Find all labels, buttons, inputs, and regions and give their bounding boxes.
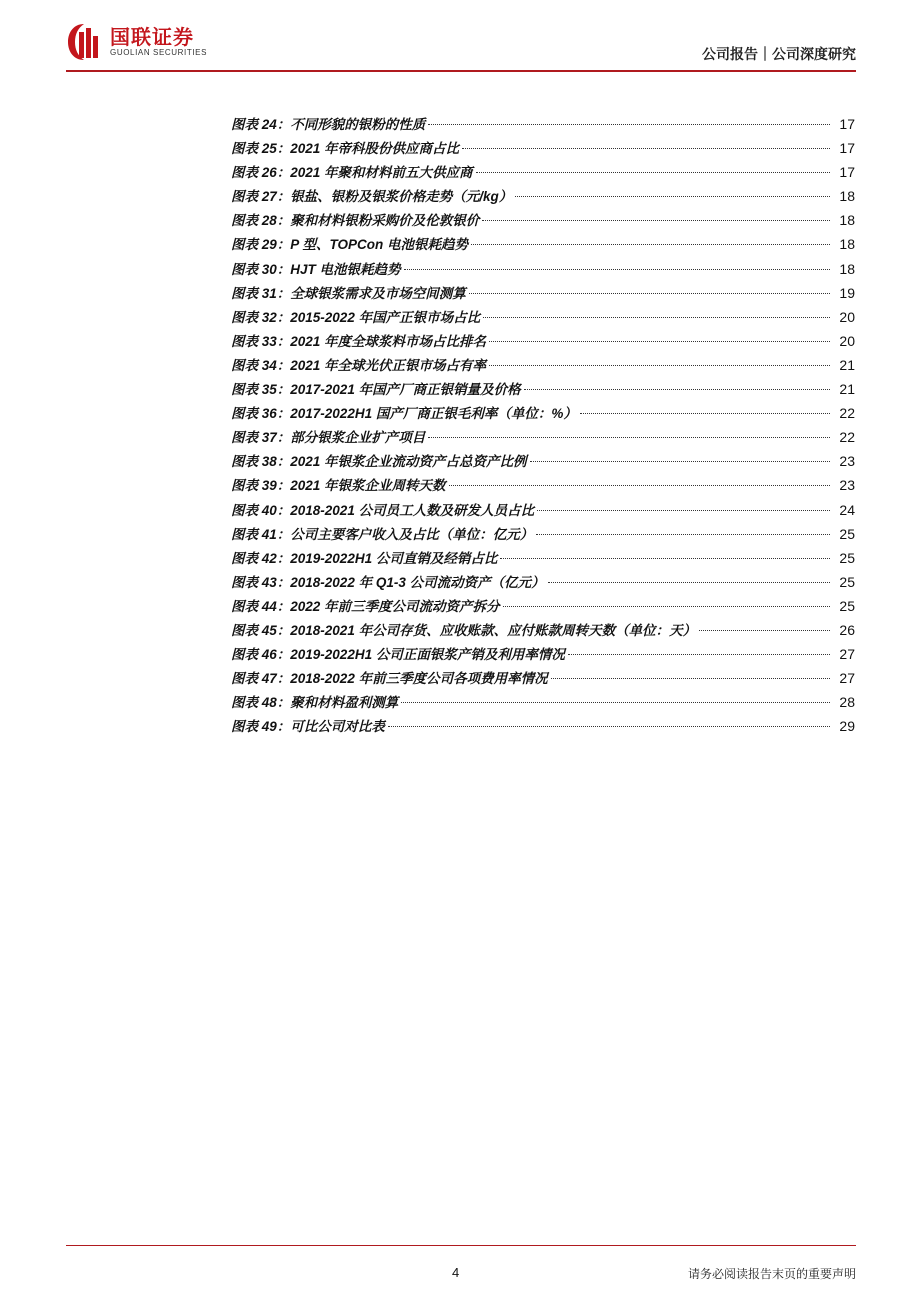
footer-divider xyxy=(66,1245,856,1246)
toc-entry[interactable] xyxy=(231,257,855,281)
toc-entry[interactable] xyxy=(231,377,855,401)
toc-leader-dots xyxy=(469,293,830,294)
toc-leader-dots xyxy=(449,485,830,486)
toc-entry-page: 19 xyxy=(839,284,855,301)
toc-entry-label: 图表 31：全球银浆需求及市场空间测算 xyxy=(231,285,466,301)
toc-entry-page: 24 xyxy=(839,501,855,518)
toc-entry-page: 18 xyxy=(839,188,855,205)
toc-entry[interactable] xyxy=(231,570,855,594)
toc-entry-label: 图表 46：2019-2022H1 公司正面银浆产销及利用率情况 xyxy=(231,647,565,663)
toc-entry[interactable] xyxy=(231,112,855,136)
toc-entry-label: 图表 42：2019-2022H1 公司直销及经销占比 xyxy=(231,550,498,566)
toc-leader-dots xyxy=(401,702,830,703)
toc-leader-dots xyxy=(489,341,830,342)
guolian-logo-icon xyxy=(66,22,102,62)
toc-entry[interactable] xyxy=(231,690,855,714)
toc-leader-dots xyxy=(428,124,830,125)
toc-entry[interactable] xyxy=(231,305,855,329)
toc-leader-dots xyxy=(388,726,830,727)
toc-entry-label: 图表 38：2021 年银浆企业流动资产占总资产比例 xyxy=(231,454,527,470)
table-of-figures xyxy=(231,112,855,738)
toc-entry[interactable] xyxy=(231,594,855,618)
toc-entry-page: 23 xyxy=(839,453,855,470)
toc-leader-dots xyxy=(489,365,830,366)
toc-leader-dots xyxy=(515,196,830,197)
toc-entry-page: 26 xyxy=(839,621,855,638)
toc-entry[interactable] xyxy=(231,425,855,449)
toc-entry-page: 28 xyxy=(839,694,855,711)
toc-entry[interactable] xyxy=(231,160,855,184)
toc-entry-page: 25 xyxy=(839,597,855,614)
toc-entry-page: 17 xyxy=(839,140,855,157)
toc-leader-dots xyxy=(483,317,830,318)
toc-entry-page: 18 xyxy=(839,260,855,277)
toc-entry-page: 20 xyxy=(839,308,855,325)
toc-entry-label: 图表 49：可比公司对比表 xyxy=(231,719,385,735)
toc-entry-label: 图表 37：部分银浆企业扩产项目 xyxy=(231,430,426,446)
toc-entry-page: 17 xyxy=(839,116,855,132)
footer-disclaimer: 请务必阅读报告末页的重要声明 xyxy=(687,1267,856,1281)
toc-entry[interactable] xyxy=(231,666,855,690)
toc-leader-dots xyxy=(503,606,830,607)
toc-leader-dots xyxy=(482,220,830,221)
toc-leader-dots xyxy=(462,148,830,149)
toc-leader-dots xyxy=(500,558,830,559)
toc-leader-dots xyxy=(476,172,830,173)
toc-entry-page: 23 xyxy=(839,477,855,494)
toc-entry-label: 图表 27：银盐、银粉及银浆价格走势（元/kg） xyxy=(231,189,513,205)
toc-entry-label: 图表 44：2022 年前三季度公司流动资产拆分 xyxy=(231,598,500,614)
toc-entry-label: 图表 26：2021 年聚和材料前五大供应商 xyxy=(231,165,473,181)
toc-entry-label: 图表 25：2021 年帝科股份供应商占比 xyxy=(231,141,460,157)
toc-entry-page: 18 xyxy=(839,236,855,253)
toc-entry-page: 27 xyxy=(839,646,855,663)
toc-entry-page: 29 xyxy=(839,718,855,735)
toc-entry-page: 25 xyxy=(839,573,855,590)
toc-entry[interactable] xyxy=(231,353,855,377)
page-number: 4 xyxy=(452,1265,460,1280)
toc-entry-label: 图表 40：2018-2021 公司员工人数及研发人员占比 xyxy=(231,502,535,518)
toc-entry[interactable] xyxy=(231,498,855,522)
toc-leader-dots xyxy=(536,534,830,535)
toc-leader-dots xyxy=(580,413,830,414)
toc-entry-page: 20 xyxy=(839,332,855,349)
header-divider xyxy=(66,70,856,72)
toc-leader-dots xyxy=(537,510,830,511)
toc-entry-label: 图表 30：HJT 电池银耗趋势 xyxy=(231,261,401,277)
toc-entry-label: 图表 48：聚和材料盈利测算 xyxy=(231,695,399,711)
toc-entry-label: 图表 45：2018-2021 年公司存货、应收账款、应付账款周转天数（单位：天） xyxy=(231,622,697,638)
toc-entry-label: 图表 32：2015-2022 年国产正银市场占比 xyxy=(231,309,481,325)
toc-entry-label: 图表 36：2017-2022H1 国产厂商正银毛利率（单位：%） xyxy=(231,406,577,422)
toc-leader-dots xyxy=(524,389,830,390)
toc-leader-dots xyxy=(428,437,830,438)
toc-leader-dots xyxy=(530,461,830,462)
toc-entry-label: 图表 33：2021 年度全球浆料市场占比排名 xyxy=(231,333,487,349)
toc-entry[interactable] xyxy=(231,208,855,232)
toc-entry-page: 25 xyxy=(839,549,855,566)
toc-entry-label: 图表 35：2017-2021 年国产厂商正银销量及价格 xyxy=(231,382,521,398)
toc-entry-label: 图表 47：2018-2022 年前三季度公司各项费用率情况 xyxy=(231,671,548,687)
toc-entry-label: 图表 28：聚和材料银粉采购价及伦敦银价 xyxy=(231,213,480,229)
toc-entry[interactable] xyxy=(231,449,855,473)
toc-leader-dots xyxy=(699,630,830,631)
toc-entry-page: 21 xyxy=(839,356,855,373)
toc-leader-dots xyxy=(568,654,830,655)
toc-entry[interactable] xyxy=(231,401,855,425)
toc-entry[interactable] xyxy=(231,546,855,570)
toc-entry[interactable] xyxy=(231,714,855,738)
toc-entry[interactable] xyxy=(231,473,855,497)
toc-entry[interactable] xyxy=(231,329,855,353)
toc-entry-label: 图表 43：2018-2022 年 Q1-3 公司流动资产（亿元） xyxy=(231,574,545,590)
toc-entry-page: 18 xyxy=(839,212,855,229)
toc-entry-page: 21 xyxy=(839,381,855,398)
toc-entry-page: 17 xyxy=(839,164,855,181)
toc-entry-label: 图表 34：2021 年全球光伏正银市场占有率 xyxy=(231,357,487,373)
toc-entry-page: 22 xyxy=(839,429,855,446)
toc-entry-page: 27 xyxy=(839,670,855,687)
logo-english-name: GUOLIAN SECURITIES xyxy=(110,48,208,57)
company-logo xyxy=(66,22,207,62)
toc-entry[interactable] xyxy=(231,618,855,642)
toc-entry-page: 25 xyxy=(839,525,855,542)
toc-entry[interactable] xyxy=(231,184,855,208)
toc-entry-page: 22 xyxy=(839,405,855,422)
toc-entry[interactable] xyxy=(231,642,855,666)
toc-leader-dots xyxy=(551,678,830,679)
toc-entry-label: 图表 29：P 型、TOPCon 电池银耗趋势 xyxy=(231,237,469,253)
toc-entry[interactable] xyxy=(231,522,855,546)
toc-entry-label: 图表 39：2021 年银浆企业周转天数 xyxy=(231,478,446,494)
toc-entry-label: 图表 41：公司主要客户收入及占比（单位：亿元） xyxy=(231,526,534,542)
toc-leader-dots xyxy=(404,269,830,270)
toc-leader-dots xyxy=(471,244,830,245)
page-header xyxy=(66,22,856,70)
logo-chinese-name: 国联证券 xyxy=(110,25,194,49)
toc-entry[interactable] xyxy=(231,136,855,160)
toc-entry[interactable] xyxy=(231,232,855,256)
toc-entry[interactable] xyxy=(231,281,855,305)
report-type-label: 公司报告｜公司深度研究 xyxy=(702,47,856,63)
toc-entry-label: 图表 24：不同形貌的银粉的性质 xyxy=(231,117,426,132)
toc-leader-dots xyxy=(548,582,830,583)
